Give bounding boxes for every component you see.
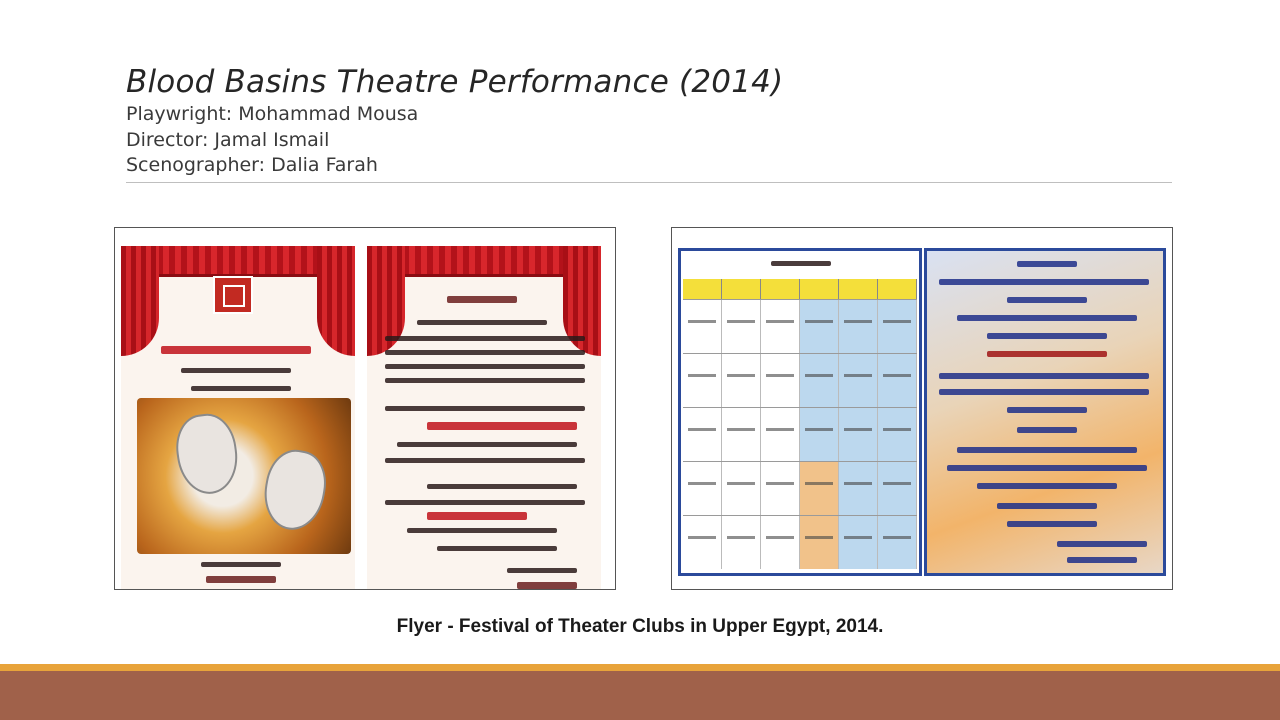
- figure-caption: Flyer - Festival of Theater Clubs in Upper Egypt, 2014.: [396, 616, 884, 637]
- tragedy-mask-icon: [259, 445, 332, 534]
- text-line-graphic: [1017, 261, 1077, 267]
- text-line-graphic: [939, 373, 1149, 379]
- comedy-mask-icon: [172, 410, 243, 498]
- slide-header: [126, 62, 1172, 179]
- text-line-graphic: [385, 378, 585, 383]
- text-line-graphic: [939, 389, 1149, 395]
- text-line-graphic: [385, 336, 585, 341]
- text-line-graphic: [385, 350, 585, 355]
- schedule-row: [683, 461, 917, 515]
- text-line-graphic: [987, 351, 1107, 357]
- footer-bar: [0, 671, 1280, 720]
- text-line-graphic: [385, 364, 585, 369]
- text-line-graphic: [191, 386, 291, 391]
- text-line-graphic: [407, 528, 557, 533]
- text-line-graphic: [417, 320, 547, 325]
- curtain-right: [317, 246, 355, 356]
- jury-committee-panel: [924, 248, 1166, 576]
- credit-director: Director: Jamal Ismail: [126, 128, 330, 151]
- schedule-title-graphic: [681, 259, 919, 269]
- flyer-image-festival: [114, 227, 616, 590]
- slide-title: Blood Basins Theatre Performance (2014): [126, 64, 784, 100]
- festival-heading-graphic: [161, 346, 311, 354]
- text-line-graphic: [385, 500, 585, 505]
- text-line-graphic: [517, 582, 577, 589]
- flyer-image-program: [671, 227, 1173, 590]
- text-line-graphic: [181, 368, 291, 373]
- culture-palaces-logo: [213, 276, 253, 314]
- text-line-graphic: [977, 483, 1117, 489]
- text-line-graphic: [939, 279, 1149, 285]
- text-line-graphic: [1007, 297, 1087, 303]
- text-line-graphic: [1067, 557, 1137, 563]
- text-line-graphic: [507, 568, 577, 573]
- schedule-header-row: [683, 279, 917, 299]
- text-line-graphic: [1007, 407, 1087, 413]
- text-line-graphic: [997, 503, 1097, 509]
- text-line-graphic: [947, 465, 1147, 471]
- text-line-graphic: [1007, 521, 1097, 527]
- text-line-graphic: [957, 447, 1137, 453]
- title-divider: [126, 182, 1172, 183]
- curtain-left: [121, 246, 159, 356]
- text-line-graphic: [447, 296, 517, 303]
- footer-accent-stripe: [0, 664, 1280, 671]
- text-line-graphic: [206, 576, 276, 583]
- text-line-graphic: [437, 546, 557, 551]
- text-line-graphic: [771, 261, 831, 266]
- text-line-graphic: [427, 512, 527, 520]
- text-line-graphic: [427, 484, 577, 489]
- text-line-graphic: [1017, 427, 1077, 433]
- text-line-graphic: [1057, 541, 1147, 547]
- text-line-graphic: [987, 333, 1107, 339]
- schedule-row: [683, 353, 917, 407]
- text-line-graphic: [427, 422, 577, 430]
- flyer-panel-culture-word: [367, 246, 601, 590]
- schedule-grid: [683, 279, 917, 569]
- schedule-row: [683, 407, 917, 461]
- text-line-graphic: [385, 406, 585, 411]
- credit-playwright: Playwright: Mohammad Mousa: [126, 103, 419, 125]
- text-line-graphic: [385, 458, 585, 463]
- theatre-masks-illustration: [137, 398, 351, 554]
- text-line-graphic: [397, 442, 577, 447]
- text-line-graphic: [957, 315, 1137, 321]
- credit-scenographer: Scenographer: Dalia Farah: [126, 154, 378, 176]
- schedule-row: [683, 515, 917, 569]
- schedule-row: [683, 299, 917, 353]
- text-line-graphic: [201, 562, 281, 567]
- program-schedule-table: [678, 248, 922, 576]
- flyer-panel-cover: [121, 246, 355, 590]
